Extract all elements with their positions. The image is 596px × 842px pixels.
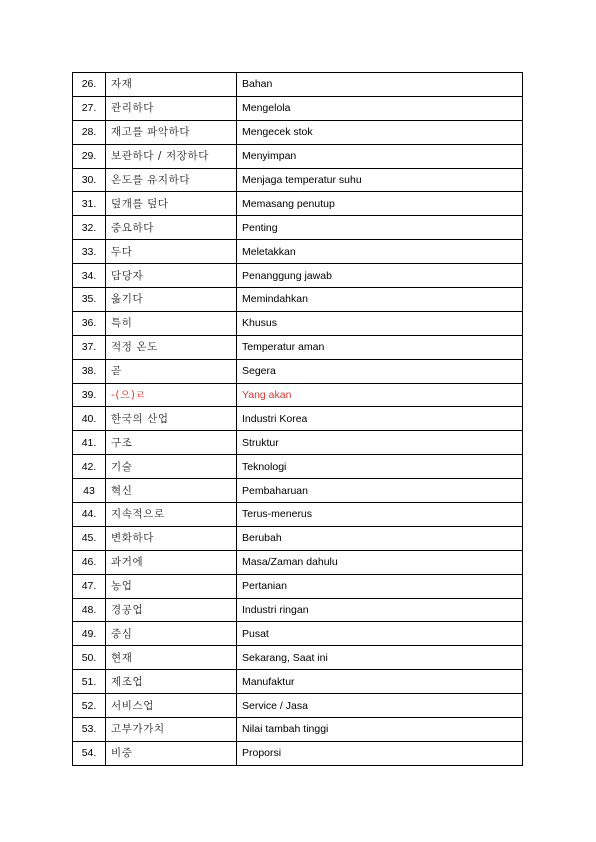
korean-term-cell: 농업 bbox=[106, 574, 237, 598]
indonesian-translation-cell: Industri ringan bbox=[237, 598, 523, 622]
indonesian-translation-cell: Manufaktur bbox=[237, 670, 523, 694]
indonesian-translation-cell: Memindahkan bbox=[237, 288, 523, 312]
row-number-cell: 51. bbox=[73, 670, 106, 694]
korean-term-cell: 온도를 유지하다 bbox=[106, 168, 237, 192]
korean-term-cell: 변화하다 bbox=[106, 526, 237, 550]
table-row bbox=[73, 718, 523, 742]
row-number-cell: 45. bbox=[73, 526, 106, 550]
korean-term-cell: 자재 bbox=[106, 73, 237, 97]
row-number-cell: 34. bbox=[73, 264, 106, 288]
table-row bbox=[73, 73, 523, 97]
indonesian-translation-cell: Penting bbox=[237, 216, 523, 240]
row-number-cell: 42. bbox=[73, 455, 106, 479]
korean-term-cell: 비중 bbox=[106, 741, 237, 765]
indonesian-translation-cell: Teknologi bbox=[237, 455, 523, 479]
indonesian-translation-cell: Masa/Zaman dahulu bbox=[237, 550, 523, 574]
korean-term-cell: 곧 bbox=[106, 359, 237, 383]
indonesian-translation-cell: Menyimpan bbox=[237, 144, 523, 168]
row-number-cell: 28. bbox=[73, 120, 106, 144]
korean-term-cell: 관리하다 bbox=[106, 96, 237, 120]
korean-term-cell: 서비스업 bbox=[106, 694, 237, 718]
korean-term-cell: 중요하다 bbox=[106, 216, 237, 240]
table-row bbox=[73, 431, 523, 455]
table-row bbox=[73, 574, 523, 598]
indonesian-translation-cell: Penanggung jawab bbox=[237, 264, 523, 288]
indonesian-translation-cell: Meletakkan bbox=[237, 240, 523, 264]
table-row bbox=[73, 144, 523, 168]
table-row bbox=[73, 264, 523, 288]
indonesian-translation-cell: Memasang penutup bbox=[237, 192, 523, 216]
indonesian-translation-cell: Bahan bbox=[237, 73, 523, 97]
table-row bbox=[73, 216, 523, 240]
indonesian-translation-cell: Menjaga temperatur suhu bbox=[237, 168, 523, 192]
row-number-cell: 39. bbox=[73, 383, 106, 407]
row-number-cell: 52. bbox=[73, 694, 106, 718]
indonesian-translation-cell: Proporsi bbox=[237, 741, 523, 765]
indonesian-translation-cell: Pusat bbox=[237, 622, 523, 646]
row-number-cell: 31. bbox=[73, 192, 106, 216]
row-number-cell: 47. bbox=[73, 574, 106, 598]
table-row bbox=[73, 646, 523, 670]
table-row bbox=[73, 311, 523, 335]
korean-term-cell: 중심 bbox=[106, 622, 237, 646]
table-row bbox=[73, 383, 523, 407]
row-number-cell: 37. bbox=[73, 335, 106, 359]
indonesian-translation-cell: Berubah bbox=[237, 526, 523, 550]
row-number-cell: 44. bbox=[73, 503, 106, 527]
table-row bbox=[73, 550, 523, 574]
table-row bbox=[73, 598, 523, 622]
indonesian-translation-cell: Mengecek stok bbox=[237, 120, 523, 144]
row-number-cell: 48. bbox=[73, 598, 106, 622]
indonesian-translation-cell: Struktur bbox=[237, 431, 523, 455]
indonesian-translation-cell: Service / Jasa bbox=[237, 694, 523, 718]
table-row bbox=[73, 670, 523, 694]
korean-term-cell: 적정 온도 bbox=[106, 335, 237, 359]
table-row bbox=[73, 694, 523, 718]
indonesian-translation-cell: Industri Korea bbox=[237, 407, 523, 431]
row-number-cell: 29. bbox=[73, 144, 106, 168]
row-number-cell: 53. bbox=[73, 718, 106, 742]
table-row bbox=[73, 288, 523, 312]
indonesian-translation-cell: Segera bbox=[237, 359, 523, 383]
table-row bbox=[73, 335, 523, 359]
korean-term-cell: 두다 bbox=[106, 240, 237, 264]
indonesian-translation-cell: Pertanian bbox=[237, 574, 523, 598]
row-number-cell: 33. bbox=[73, 240, 106, 264]
indonesian-translation-cell: Yang akan bbox=[237, 383, 523, 407]
row-number-cell: 49. bbox=[73, 622, 106, 646]
korean-term-cell: 제조업 bbox=[106, 670, 237, 694]
table-row bbox=[73, 479, 523, 503]
table-row bbox=[73, 622, 523, 646]
korean-term-cell: 지속적으로 bbox=[106, 503, 237, 527]
row-number-cell: 38. bbox=[73, 359, 106, 383]
korean-term-cell: 옮기다 bbox=[106, 288, 237, 312]
korean-term-cell: 고부가가치 bbox=[106, 718, 237, 742]
table-row bbox=[73, 96, 523, 120]
indonesian-translation-cell: Mengelola bbox=[237, 96, 523, 120]
table-row bbox=[73, 192, 523, 216]
korean-term-cell: 담당자 bbox=[106, 264, 237, 288]
korean-term-cell: 재고를 파악하다 bbox=[106, 120, 237, 144]
indonesian-translation-cell: Temperatur aman bbox=[237, 335, 523, 359]
table-row bbox=[73, 455, 523, 479]
table-row bbox=[73, 526, 523, 550]
row-number-cell: 30. bbox=[73, 168, 106, 192]
korean-term-cell: 보관하다 / 저장하다 bbox=[106, 144, 237, 168]
row-number-cell: 35. bbox=[73, 288, 106, 312]
row-number-cell: 50. bbox=[73, 646, 106, 670]
table-row bbox=[73, 503, 523, 527]
row-number-cell: 46. bbox=[73, 550, 106, 574]
indonesian-translation-cell: Pembaharuan bbox=[237, 479, 523, 503]
korean-term-cell: 덮개를 덮다 bbox=[106, 192, 237, 216]
row-number-cell: 27. bbox=[73, 96, 106, 120]
indonesian-translation-cell: Nilai tambah tinggi bbox=[237, 718, 523, 742]
indonesian-translation-cell: Terus-menerus bbox=[237, 503, 523, 527]
indonesian-translation-cell: Khusus bbox=[237, 311, 523, 335]
table-row bbox=[73, 407, 523, 431]
row-number-cell: 26. bbox=[73, 73, 106, 97]
table-row bbox=[73, 240, 523, 264]
korean-term-cell: -(으)ㄹ bbox=[106, 383, 237, 407]
korean-term-cell: 현재 bbox=[106, 646, 237, 670]
vocabulary-table-body bbox=[73, 73, 523, 766]
row-number-cell: 43 bbox=[73, 479, 106, 503]
row-number-cell: 54. bbox=[73, 741, 106, 765]
table-row bbox=[73, 359, 523, 383]
korean-term-cell: 혁신 bbox=[106, 479, 237, 503]
row-number-cell: 40. bbox=[73, 407, 106, 431]
table-row bbox=[73, 120, 523, 144]
korean-term-cell: 구조 bbox=[106, 431, 237, 455]
korean-term-cell: 기술 bbox=[106, 455, 237, 479]
korean-term-cell: 경공업 bbox=[106, 598, 237, 622]
korean-term-cell: 한국의 산업 bbox=[106, 407, 237, 431]
table-row bbox=[73, 741, 523, 765]
row-number-cell: 41. bbox=[73, 431, 106, 455]
korean-term-cell: 특히 bbox=[106, 311, 237, 335]
vocabulary-table bbox=[72, 72, 523, 766]
row-number-cell: 36. bbox=[73, 311, 106, 335]
table-row bbox=[73, 168, 523, 192]
row-number-cell: 32. bbox=[73, 216, 106, 240]
korean-term-cell: 과거에 bbox=[106, 550, 237, 574]
indonesian-translation-cell: Sekarang, Saat ini bbox=[237, 646, 523, 670]
